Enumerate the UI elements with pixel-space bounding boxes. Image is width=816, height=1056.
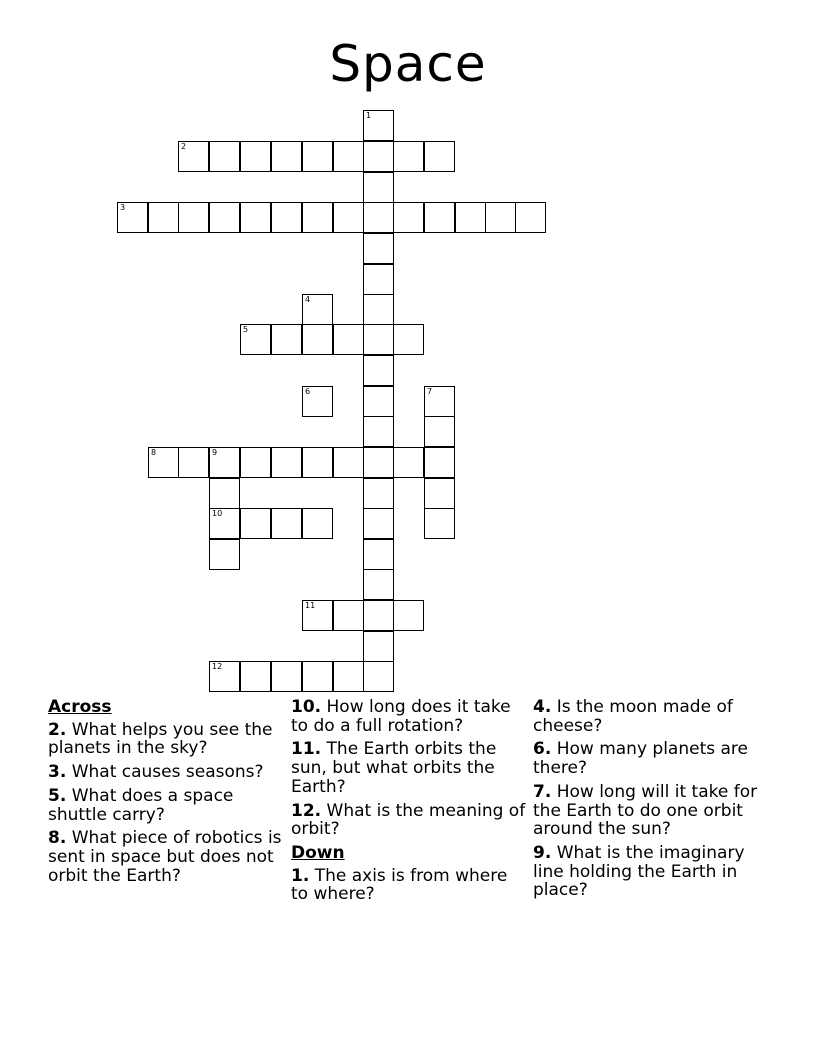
clue-text: How many planets are there?	[533, 739, 748, 779]
clue-text: What is the imaginary line holding the Earth in place?	[533, 842, 745, 901]
grid-cell[interactable]	[302, 386, 333, 417]
cell-number: 11	[305, 601, 316, 610]
cell-number: 3	[120, 203, 126, 212]
clue-down-7	[533, 783, 768, 839]
clue-text: What piece of robotics is sent in space but does not orbit the Earth?	[48, 828, 282, 886]
grid-cell[interactable]	[393, 141, 424, 172]
clue-across-5	[48, 787, 283, 824]
grid-cell[interactable]	[363, 600, 394, 631]
cell-number: 9	[212, 448, 218, 457]
clues-column-3	[533, 698, 768, 905]
grid-cell[interactable]	[178, 447, 209, 478]
clue-number: 4.	[533, 697, 552, 717]
grid-cell[interactable]	[393, 447, 424, 478]
grid-cell[interactable]	[363, 661, 394, 692]
grid-cell[interactable]	[302, 508, 333, 539]
grid-cell[interactable]	[178, 202, 209, 233]
grid-cell[interactable]	[271, 141, 302, 172]
grid-cell[interactable]	[333, 447, 364, 478]
cell-number: 6	[305, 387, 311, 396]
cell-number: 4	[305, 295, 311, 304]
grid-cell[interactable]	[363, 569, 394, 600]
cell-number: 2	[181, 142, 187, 151]
grid-cell[interactable]	[148, 202, 179, 233]
clue-number: 9.	[533, 842, 552, 863]
clue-across-11	[291, 740, 526, 796]
grid-cell[interactable]	[363, 631, 394, 662]
cell-number: 12	[212, 662, 223, 671]
clue-text: What helps you see the planets in the sky?	[48, 719, 273, 759]
grid-cell[interactable]	[117, 202, 148, 233]
grid-cell[interactable]	[240, 202, 271, 233]
grid-cell[interactable]	[302, 324, 333, 355]
grid-cell[interactable]	[240, 661, 271, 692]
grid-cell[interactable]	[240, 141, 271, 172]
grid-cell[interactable]	[363, 172, 394, 203]
page-title: Space	[329, 35, 487, 93]
grid-cell[interactable]	[333, 600, 364, 631]
grid-cell[interactable]	[424, 447, 455, 478]
grid-cell[interactable]	[393, 202, 424, 233]
grid-cell[interactable]	[424, 202, 455, 233]
down-heading: Down	[291, 842, 345, 863]
clue-text: The axis is from where to where?	[291, 865, 508, 905]
grid-cell[interactable]	[302, 141, 333, 172]
grid-cell[interactable]	[455, 202, 486, 233]
grid-cell[interactable]	[333, 141, 364, 172]
clues-column-1	[48, 698, 283, 890]
clue-text: The Earth orbits the sun, but what orbits the Earth?	[291, 739, 497, 797]
grid-cell[interactable]	[333, 202, 364, 233]
grid-cell[interactable]	[363, 264, 394, 295]
clue-number: 2.	[48, 719, 67, 740]
grid-cell[interactable]	[333, 324, 364, 355]
grid-cell[interactable]	[393, 324, 424, 355]
grid-cell[interactable]	[302, 202, 333, 233]
clue-number: 3.	[48, 762, 67, 783]
clue-across-12	[291, 802, 526, 839]
grid-cell[interactable]	[363, 386, 394, 417]
grid-cell[interactable]	[393, 600, 424, 631]
grid-cell[interactable]	[363, 233, 394, 264]
cell-number: 7	[427, 387, 433, 396]
grid-cell[interactable]	[271, 447, 302, 478]
grid-cell[interactable]	[363, 416, 394, 447]
clue-number: 12.	[291, 800, 322, 821]
grid-cell[interactable]	[363, 478, 394, 509]
grid-cell[interactable]	[302, 600, 333, 631]
grid-cell[interactable]	[424, 386, 455, 417]
grid-cell[interactable]	[302, 294, 333, 325]
clue-text: What is the meaning of orbit?	[291, 800, 526, 840]
clue-number: 1.	[291, 865, 310, 886]
grid-cell[interactable]	[240, 447, 271, 478]
clue-number: 11.	[291, 739, 322, 760]
cell-number: 1	[366, 111, 372, 120]
clue-number: 10.	[291, 697, 322, 717]
grid-cell[interactable]	[271, 324, 302, 355]
grid-cell[interactable]	[148, 447, 179, 478]
grid-cell[interactable]	[363, 539, 394, 570]
grid-cell[interactable]	[271, 508, 302, 539]
grid-cell[interactable]	[209, 539, 240, 570]
clue-down-1	[291, 867, 526, 904]
clue-text: What causes seasons?	[66, 762, 264, 783]
grid-cell[interactable]	[363, 294, 394, 325]
clue-down-6	[533, 740, 768, 777]
grid-cell[interactable]	[485, 202, 516, 233]
grid-cell[interactable]	[302, 661, 333, 692]
grid-cell[interactable]	[209, 141, 240, 172]
clue-number: 8.	[48, 828, 67, 849]
cell-number: 5	[243, 325, 249, 334]
grid-cell[interactable]	[363, 141, 394, 172]
grid-cell[interactable]	[363, 110, 394, 141]
clue-number: 6.	[533, 739, 552, 760]
grid-cell[interactable]	[271, 202, 302, 233]
grid-cell[interactable]	[363, 447, 394, 478]
grid-cell[interactable]	[424, 141, 455, 172]
clue-text: What does a space shuttle carry?	[48, 785, 234, 825]
grid-cell[interactable]	[363, 324, 394, 355]
clue-text: How long does it take to do a full rotation?	[291, 697, 511, 736]
grid-cell[interactable]	[424, 416, 455, 447]
grid-cell[interactable]	[363, 202, 394, 233]
grid-cell[interactable]	[363, 355, 394, 386]
grid-cell[interactable]	[240, 324, 271, 355]
grid-cell[interactable]	[209, 202, 240, 233]
clue-number: 5.	[48, 785, 67, 806]
grid-cell[interactable]	[209, 447, 240, 478]
clue-number: 7.	[533, 781, 552, 802]
grid-cell[interactable]	[271, 661, 302, 692]
grid-cell[interactable]	[363, 508, 394, 539]
cell-number: 10	[212, 509, 223, 518]
grid-cell[interactable]	[302, 447, 333, 478]
clue-across-10	[291, 698, 526, 735]
grid-cell[interactable]	[178, 141, 209, 172]
clue-across-3	[48, 763, 283, 782]
grid-cell[interactable]	[209, 478, 240, 509]
clue-text: Is the moon made of cheese?	[533, 697, 733, 736]
grid-cell[interactable]	[424, 478, 455, 509]
clues-column-2	[291, 698, 526, 909]
grid-cell[interactable]	[515, 202, 546, 233]
clue-across-8	[48, 829, 283, 885]
grid-cell[interactable]	[333, 661, 364, 692]
cell-number: 8	[151, 448, 157, 457]
across-heading: Across	[48, 697, 112, 717]
clue-down-4	[533, 698, 768, 735]
grid-cell[interactable]	[424, 508, 455, 539]
clue-text: How long will it take for the Earth to do one orbit around the sun?	[533, 781, 758, 840]
grid-cell[interactable]	[209, 508, 240, 539]
clue-across-2	[48, 721, 283, 758]
grid-cell[interactable]	[240, 508, 271, 539]
clue-down-9	[533, 844, 768, 900]
grid-cell[interactable]	[209, 661, 240, 692]
